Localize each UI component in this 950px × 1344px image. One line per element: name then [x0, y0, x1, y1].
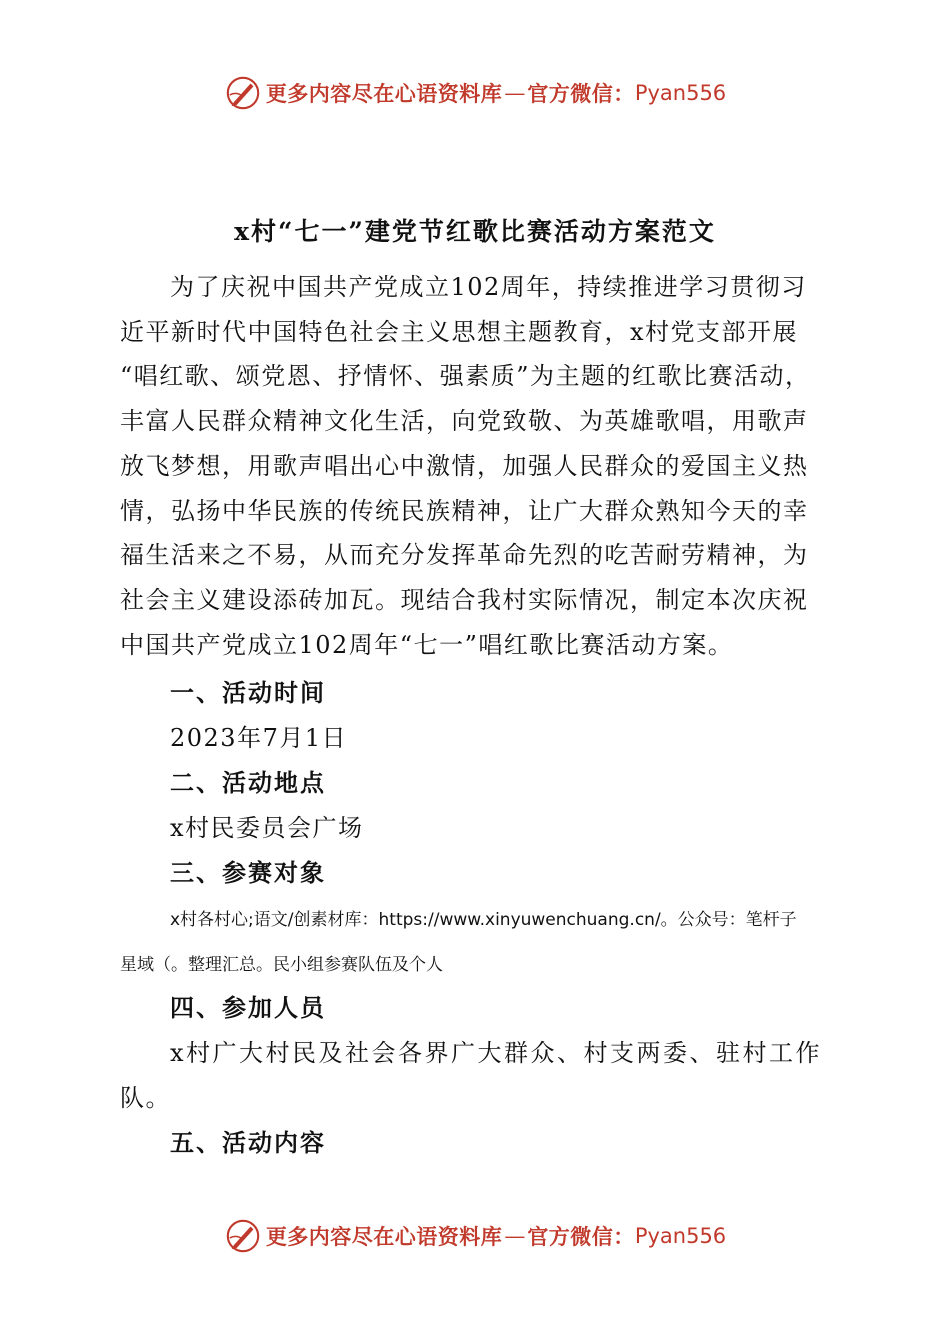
watermark-banner-bottom	[0, 1214, 950, 1258]
intro-line: “唱红歌、颂党恩、抒情怀、强素质”为主题的红歌比赛活动，	[120, 362, 811, 391]
intro-line: 放飞梦想，用歌声唱出心中激情，加强人民群众的爱国主义热	[120, 451, 809, 480]
watermark-text: 更多内容尽在心语资料库	[265, 81, 503, 106]
attendees-line-1: x村广大村民及社会各界广大群众、村支两委、驻村工作	[170, 1039, 823, 1067]
participants-line-2: 星域（。整理汇总。民小组参赛队伍及个人	[120, 955, 443, 975]
watermark-dash: —	[504, 1224, 526, 1248]
intro-line: 中国共产党成立102周年“七一”唱红歌比赛活动方案。	[120, 630, 734, 659]
pen-logo-icon	[224, 1217, 262, 1255]
section-heading-content: 五、活动内容	[170, 1128, 326, 1157]
pen-logo-icon	[224, 74, 262, 112]
watermark-dash: —	[504, 81, 526, 105]
attendees-line-2: 队。	[120, 1084, 171, 1112]
watermark-account: Pyan556	[634, 1224, 727, 1248]
watermark-banner-top	[0, 71, 950, 115]
section-heading-attendees: 四、参加人员	[170, 993, 326, 1022]
intro-paragraph	[120, 265, 832, 667]
document-title: x村“七一”建党节红歌比赛活动方案范文	[234, 217, 716, 246]
activity-date: 2023年7月1日	[170, 724, 348, 752]
watermark-wechat-label: 官方微信：	[527, 1224, 635, 1249]
intro-line: 丰富人民群众精神文化生活，向党致敬、为英雄歌唱，用歌声	[120, 407, 809, 436]
activity-location: x村民委员会广场	[170, 814, 364, 842]
intro-line: 情，弘扬中华民族的传统民族精神，让广大群众熟知今天的幸	[120, 496, 809, 525]
watermark-account: Pyan556	[634, 81, 727, 105]
watermark-text: 更多内容尽在心语资料库	[265, 1224, 503, 1249]
intro-line: 福生活来之不易，从而充分发挥革命先烈的吃苦耐劳精神，为	[120, 541, 809, 570]
watermark-wechat-label: 官方微信：	[527, 81, 635, 106]
section-heading-participants: 三、参赛对象	[170, 858, 326, 887]
section-heading-location: 二、活动地点	[170, 768, 326, 797]
intro-line: 为了庆祝中国共产党成立102周年，持续推进学习贯彻习	[170, 273, 807, 301]
participants-line-1: x村各村心;语文/创素材库：https://www.xinyuwenchuang.cn/。公众号：笔杆子	[170, 910, 797, 930]
intro-line: 社会主义建设添砖加瓦。现结合我村实际情况，制定本次庆祝	[120, 585, 809, 614]
section-heading-time: 一、活动时间	[170, 678, 326, 707]
intro-line: 近平新时代中国特色社会主义思想主题教育，x村党支部开展	[120, 317, 799, 346]
